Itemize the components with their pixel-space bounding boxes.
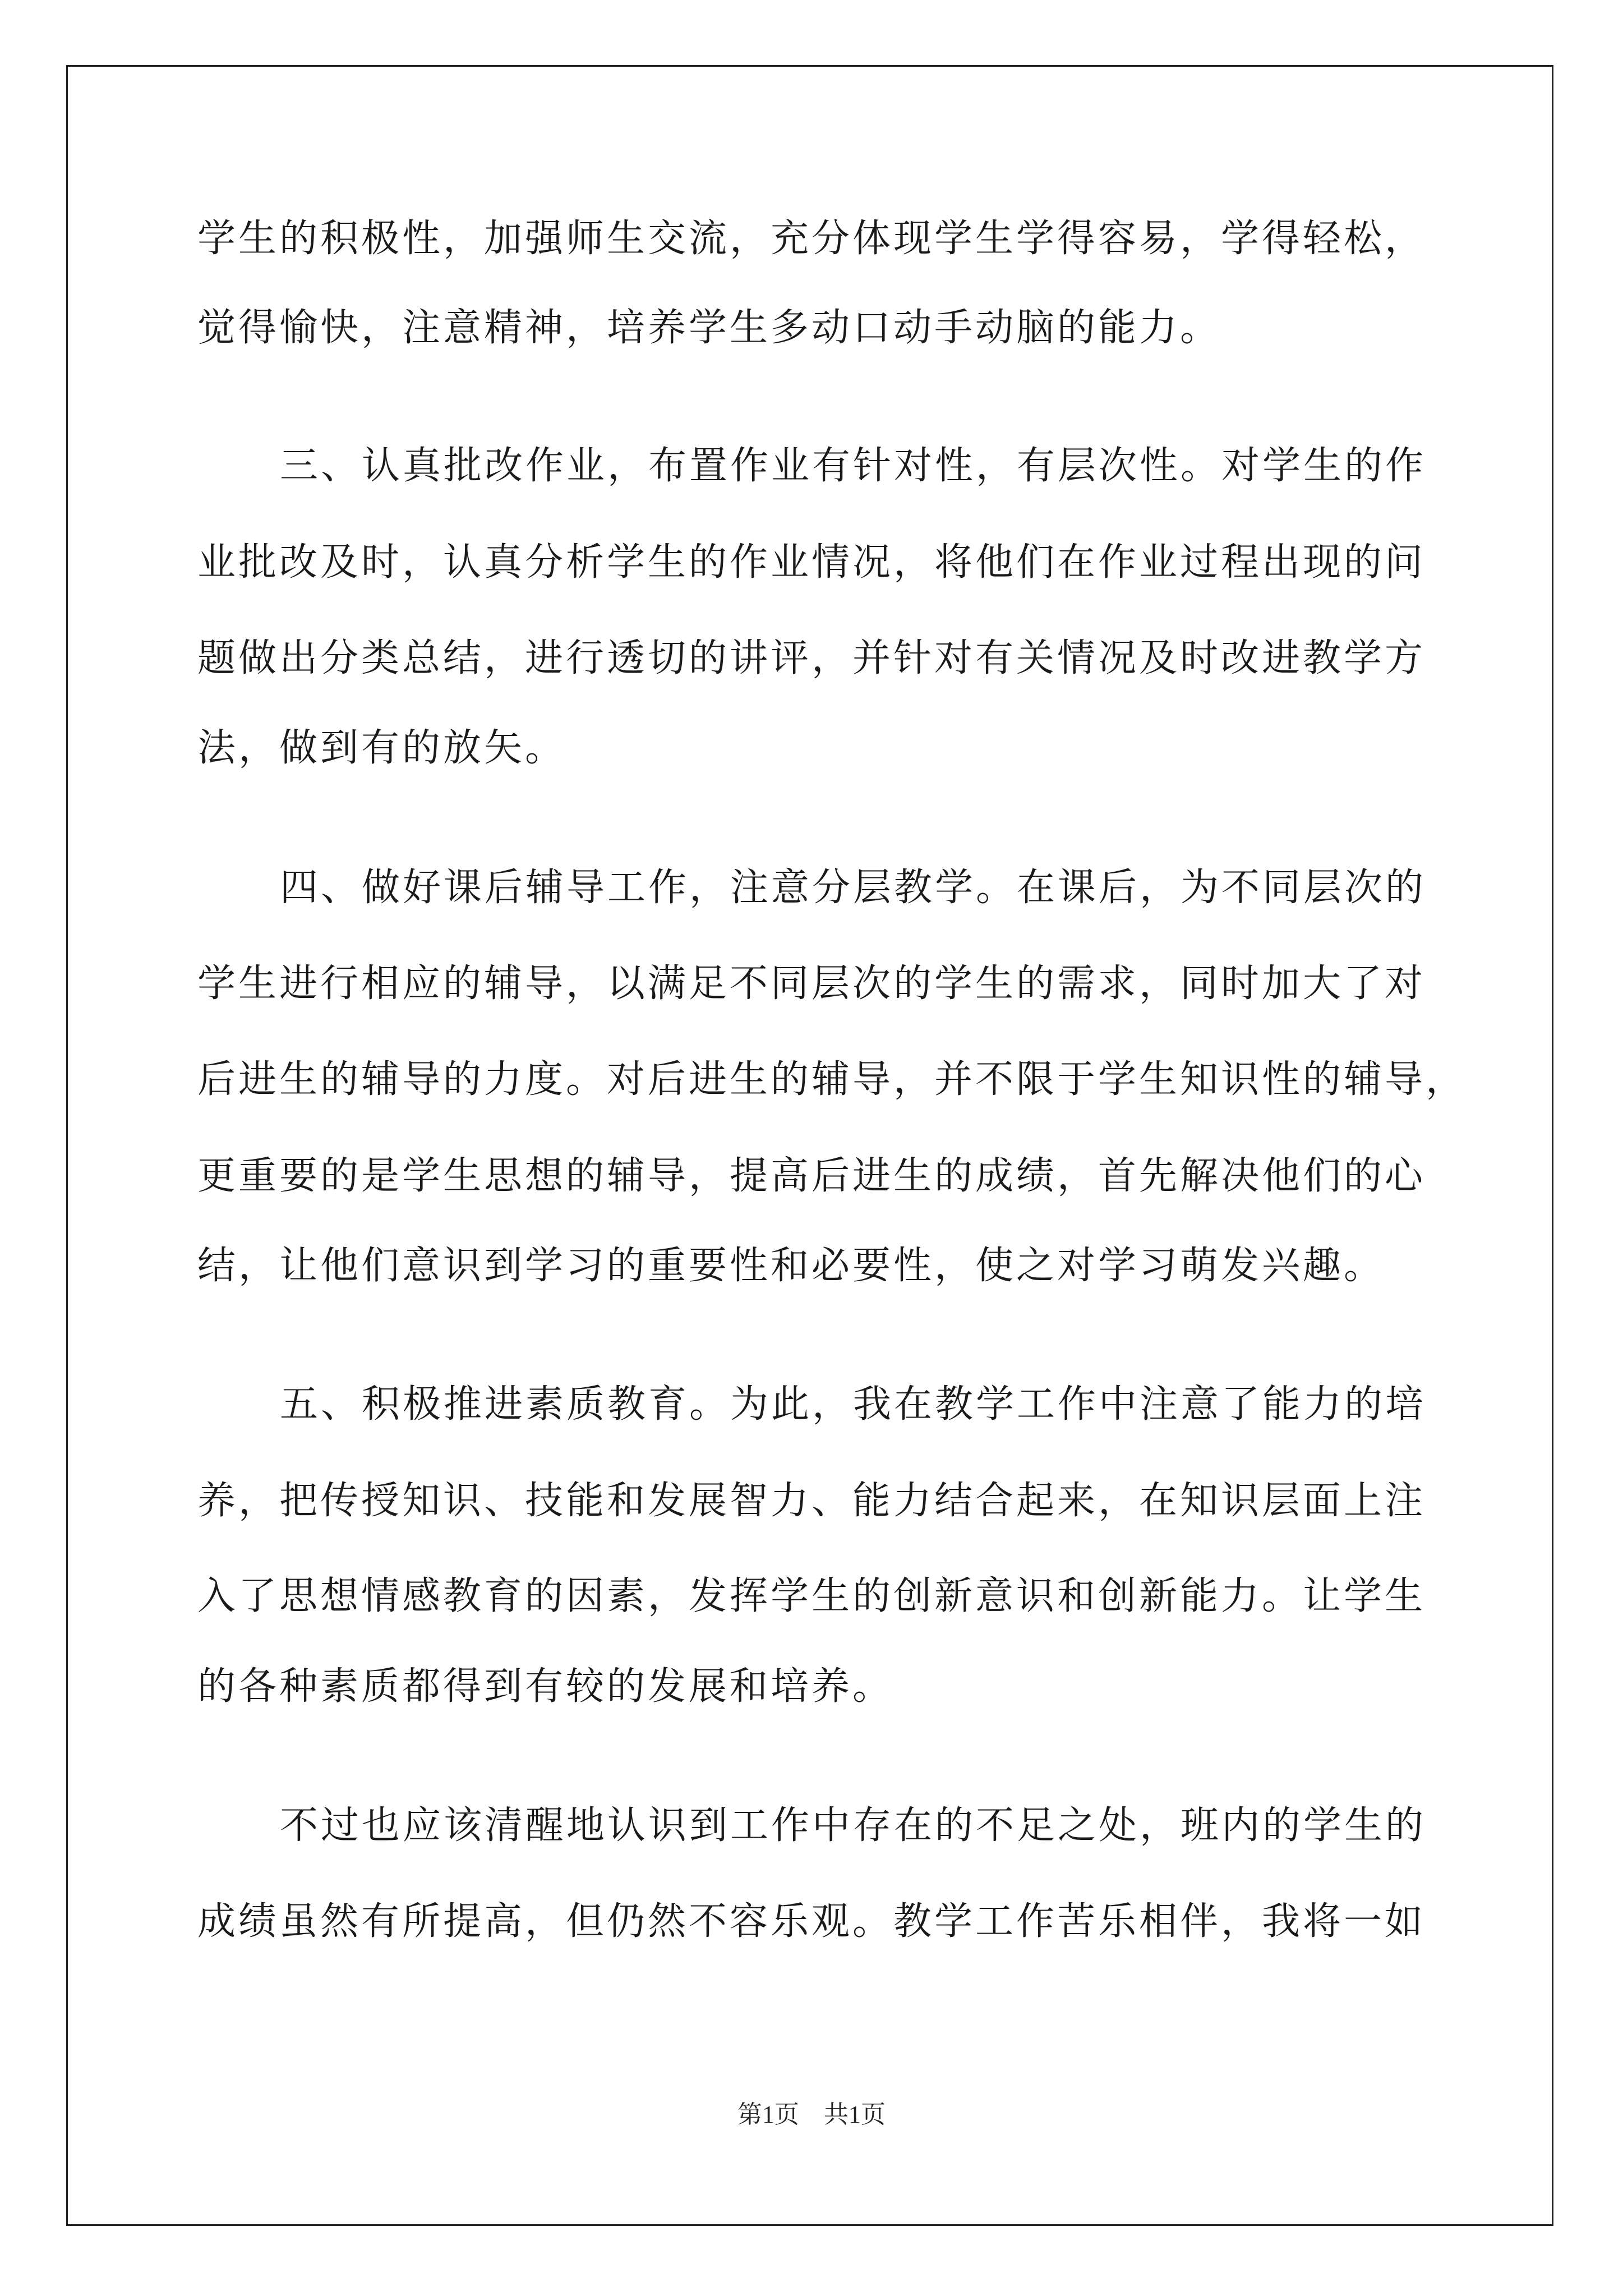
text-line: 学生的积极性，加强师生交流，充分体现学生学得容易，学得轻松， [197, 217, 1426, 261]
page-total: 共1页 [824, 2101, 886, 2128]
text-line: 更重要的是学生思想的辅导，提高后进生的成绩，首先解决他们的心 [197, 1154, 1426, 1198]
text-line: 成绩虽然有所提高，但仍然不容乐观。教学工作苦乐相伴，我将一如 [197, 1899, 1426, 1944]
page-number: 第1页 [737, 2101, 799, 2128]
paragraph-start-line: 五、积极推进素质教育。为此，我在教学工作中注意了能力的培 [280, 1382, 1427, 1427]
paragraph-start-line: 四、做好课后辅导工作，注意分层教学。在课后，为不同层次的 [280, 866, 1427, 910]
text-line: 的各种素质都得到有较的发展和培养。 [197, 1664, 894, 1709]
text-line: 学生进行相应的辅导，以满足不同层次的学生的需求，同时加大了对 [197, 961, 1426, 1006]
text-line: 题做出分类总结，进行透切的讲评，并针对有关情况及时改进教学方 [197, 636, 1426, 680]
paragraph-start-line: 不过也应该清醒地认识到工作中存在的不足之处，班内的学生的 [280, 1803, 1427, 1848]
text-line: 后进生的辅导的力度。对后进生的辅导，并不限于学生知识性的辅导， [197, 1057, 1467, 1102]
text-line: 养，把传授知识、技能和发展智力、能力结合起来，在知识层面上注 [197, 1479, 1426, 1523]
text-line: 觉得愉快，注意精神，培养学生多动口动手动脑的能力。 [197, 306, 1221, 350]
paragraph-start-line: 三、认真批改作业，布置作业有针对性，有层次性。对学生的作 [280, 444, 1427, 488]
text-line: 入了思想情感教育的因素，发挥学生的创新意识和创新能力。让学生 [197, 1574, 1426, 1618]
page-footer [0, 2099, 1623, 2131]
text-line: 业批改及时，认真分析学生的作业情况，将他们在作业过程出现的问 [197, 540, 1426, 585]
text-line: 法，做到有的放矢。 [197, 726, 566, 770]
text-line: 结，让他们意识到学习的重要性和必要性，使之对学习萌发兴趣。 [197, 1244, 1385, 1288]
